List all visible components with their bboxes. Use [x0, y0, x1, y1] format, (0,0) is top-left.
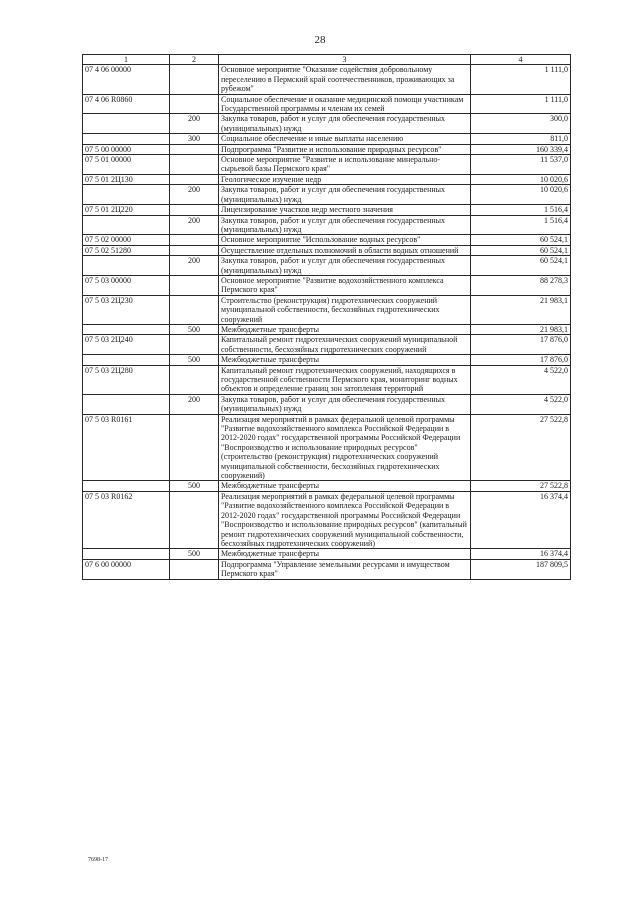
row-code: 07 5 03 00000: [83, 275, 170, 295]
row-amount: 187 809,5: [471, 559, 571, 579]
table-row: [83, 65, 571, 94]
table-row: [83, 94, 571, 114]
row-code: [83, 549, 170, 559]
row-name: Реализация мероприятий в рамках федеральной целевой программы "Развитие водохозяйственного комплекса Российской Федерации в 2012-2020 годах" государственной программы Российской Федерации "Воспроизводство и использование природных ресурсов" (капитальный ремонт гидротехнических сооружений муниципальной собственности, бесхозяйных гидротехнических сооружений): [219, 491, 471, 548]
row-expense-type: [170, 275, 219, 295]
row-expense-type: 300: [170, 134, 219, 144]
row-name: Социальное обеспечение и оказание медицинской помощи участникам Государственной программы и членам их семей: [219, 94, 471, 114]
row-amount: 17 876,0: [471, 335, 571, 355]
row-name: Основное мероприятие "Развитие водохозяйственного комплекса Пермского края": [219, 275, 471, 295]
table-row: [83, 549, 571, 559]
row-expense-type: [170, 235, 219, 245]
row-name: Межбюджетные трансферты: [219, 549, 471, 559]
row-amount: 300,0: [471, 114, 571, 134]
row-expense-type: 200: [170, 114, 219, 134]
row-expense-type: 500: [170, 549, 219, 559]
row-amount: 4 522,0: [471, 394, 571, 414]
row-name: Лицензирование участков недр местного значения: [219, 205, 471, 215]
row-expense-type: 500: [170, 324, 219, 334]
header-col-3: 3: [219, 55, 471, 65]
row-code: 07 5 02 00000: [83, 235, 170, 245]
row-code: 07 5 02 51280: [83, 245, 170, 255]
row-expense-type: [170, 205, 219, 215]
header-col-2: 2: [170, 55, 219, 65]
row-name: Геологическое изучение недр: [219, 174, 471, 184]
header-col-1: 1: [83, 55, 170, 65]
table-row: [83, 324, 571, 334]
table-row: [83, 235, 571, 245]
table-row: [83, 559, 571, 579]
table-row: [83, 185, 571, 205]
row-amount: 60 524,1: [471, 256, 571, 276]
row-name: Закупка товаров, работ и услуг для обеспечения государственных (муниципальных) нужд: [219, 114, 471, 134]
table-row: [83, 355, 571, 365]
row-code: [83, 481, 170, 491]
table-row: [83, 256, 571, 276]
table-row: [83, 365, 571, 394]
row-name: Строительство (реконструкция) гидротехнических сооружений муниципальной собственности, бесхозяйных гидротехнических сооружений: [219, 295, 471, 324]
row-expense-type: [170, 414, 219, 481]
row-expense-type: [170, 94, 219, 114]
row-code: [83, 114, 170, 134]
row-expense-type: [170, 144, 219, 154]
row-amount: 1 111,0: [471, 65, 571, 94]
row-amount: 21 983,1: [471, 295, 571, 324]
row-name: Закупка товаров, работ и услуг для обеспечения государственных (муниципальных) нужд: [219, 185, 471, 205]
row-name: Межбюджетные трансферты: [219, 481, 471, 491]
row-name: Социальное обеспечение и иные выплаты населению: [219, 134, 471, 144]
row-amount: 27 522,8: [471, 481, 571, 491]
row-name: Капитальный ремонт гидротехнических сооружений муниципальной собственности, бесхозяйных гидротехнических сооружений: [219, 335, 471, 355]
row-expense-type: [170, 491, 219, 548]
row-name: Межбюджетные трансферты: [219, 324, 471, 334]
footer-code: 7698-17: [88, 857, 108, 863]
table-row: [83, 155, 571, 175]
row-expense-type: [170, 174, 219, 184]
row-expense-type: [170, 155, 219, 175]
table-row: [83, 491, 571, 548]
table-row: [83, 394, 571, 414]
row-name: Капитальный ремонт гидротехнических сооружений, находящихся в государственной собственности Пермского края, мониторинг водных объектов и определение границ зон затопления территорий: [219, 365, 471, 394]
row-amount: 88 278,3: [471, 275, 571, 295]
row-expense-type: [170, 245, 219, 255]
row-expense-type: 500: [170, 355, 219, 365]
row-amount: 16 374,4: [471, 491, 571, 548]
row-name: Реализация мероприятий в рамках федеральной целевой программы "Развитие водохозяйственного комплекса Российской Федерации в 2012-2020 годах" государственной программы Российской Федерации "Воспроизводство и использование природных ресурсов" (строительство (реконструкция) гидротехнических сооружений муниципальной собственности, бесхозяйных гидротехнических сооружений): [219, 414, 471, 481]
row-amount: 160 339,4: [471, 144, 571, 154]
table-row: [83, 275, 571, 295]
row-name: Основное мероприятие "Оказание содействия добровольному переселению в Пермский край соотечественников, проживающих за рубежом": [219, 65, 471, 94]
table-row: [83, 245, 571, 255]
row-expense-type: 200: [170, 215, 219, 235]
row-name: Закупка товаров, работ и услуг для обеспечения государственных (муниципальных) нужд: [219, 215, 471, 235]
row-name: Осуществление отдельных полномочий в области водных отношений: [219, 245, 471, 255]
row-expense-type: 200: [170, 394, 219, 414]
row-amount: 4 522,0: [471, 365, 571, 394]
table-row: [83, 134, 571, 144]
row-amount: 10 020,6: [471, 174, 571, 184]
table-row: [83, 335, 571, 355]
row-code: 07 5 03 2Ц230: [83, 295, 170, 324]
row-code: [83, 394, 170, 414]
table-header-row: [83, 55, 571, 65]
row-name: Закупка товаров, работ и услуг для обеспечения государственных (муниципальных) нужд: [219, 394, 471, 414]
row-amount: 10 020,6: [471, 185, 571, 205]
page-number: 28: [314, 34, 326, 46]
row-amount: 11 537,0: [471, 155, 571, 175]
row-code: [83, 185, 170, 205]
row-code: 07 4 06 R0860: [83, 94, 170, 114]
row-code: [83, 256, 170, 276]
row-name: Основное мероприятие "Использование водных ресурсов": [219, 235, 471, 245]
row-code: [83, 355, 170, 365]
row-amount: 27 522,8: [471, 414, 571, 481]
row-code: [83, 324, 170, 334]
row-expense-type: [170, 559, 219, 579]
row-code: [83, 215, 170, 235]
row-amount: 16 374,4: [471, 549, 571, 559]
row-code: 07 5 01 2Ц130: [83, 174, 170, 184]
table-row: [83, 205, 571, 215]
header-col-4: 4: [471, 55, 571, 65]
row-code: 07 5 03 2Ц280: [83, 365, 170, 394]
row-expense-type: [170, 295, 219, 324]
row-expense-type: [170, 335, 219, 355]
row-code: 07 5 01 00000: [83, 155, 170, 175]
row-expense-type: 200: [170, 256, 219, 276]
table-row: [83, 174, 571, 184]
table-row: [83, 144, 571, 154]
row-amount: 1 111,0: [471, 94, 571, 114]
row-code: 07 5 03 2Ц240: [83, 335, 170, 355]
table-row: [83, 481, 571, 491]
row-expense-type: 500: [170, 481, 219, 491]
table-row: [83, 114, 571, 134]
row-amount: 21 983,1: [471, 324, 571, 334]
row-code: [83, 134, 170, 144]
row-name: Основное мероприятие "Развитие и использование минерально-сырьевой базы Пермского края": [219, 155, 471, 175]
row-code: 07 5 03 R0162: [83, 491, 170, 548]
row-code: 07 5 00 00000: [83, 144, 170, 154]
table-row: [83, 215, 571, 235]
row-amount: 811,0: [471, 134, 571, 144]
row-expense-type: [170, 365, 219, 394]
row-code: 07 5 01 2Ц220: [83, 205, 170, 215]
row-code: 07 6 00 00000: [83, 559, 170, 579]
row-code: 07 4 06 00000: [83, 65, 170, 94]
row-name: Закупка товаров, работ и услуг для обеспечения государственных (муниципальных) нужд: [219, 256, 471, 276]
row-amount: 60 524,1: [471, 235, 571, 245]
row-expense-type: [170, 65, 219, 94]
row-amount: 17 876,0: [471, 355, 571, 365]
row-amount: 1 516,4: [471, 215, 571, 235]
row-name: Подпрограмма "Управление земельными ресурсами и имуществом Пермского края": [219, 559, 471, 579]
budget-table: [82, 54, 571, 580]
row-amount: 60 524,1: [471, 245, 571, 255]
table-row: [83, 414, 571, 481]
row-name: Подпрограмма "Развитие и использование природных ресурсов": [219, 144, 471, 154]
row-code: 07 5 03 R0161: [83, 414, 170, 481]
table-row: [83, 295, 571, 324]
row-name: Межбюджетные трансферты: [219, 355, 471, 365]
row-expense-type: 200: [170, 185, 219, 205]
row-amount: 1 516,4: [471, 205, 571, 215]
